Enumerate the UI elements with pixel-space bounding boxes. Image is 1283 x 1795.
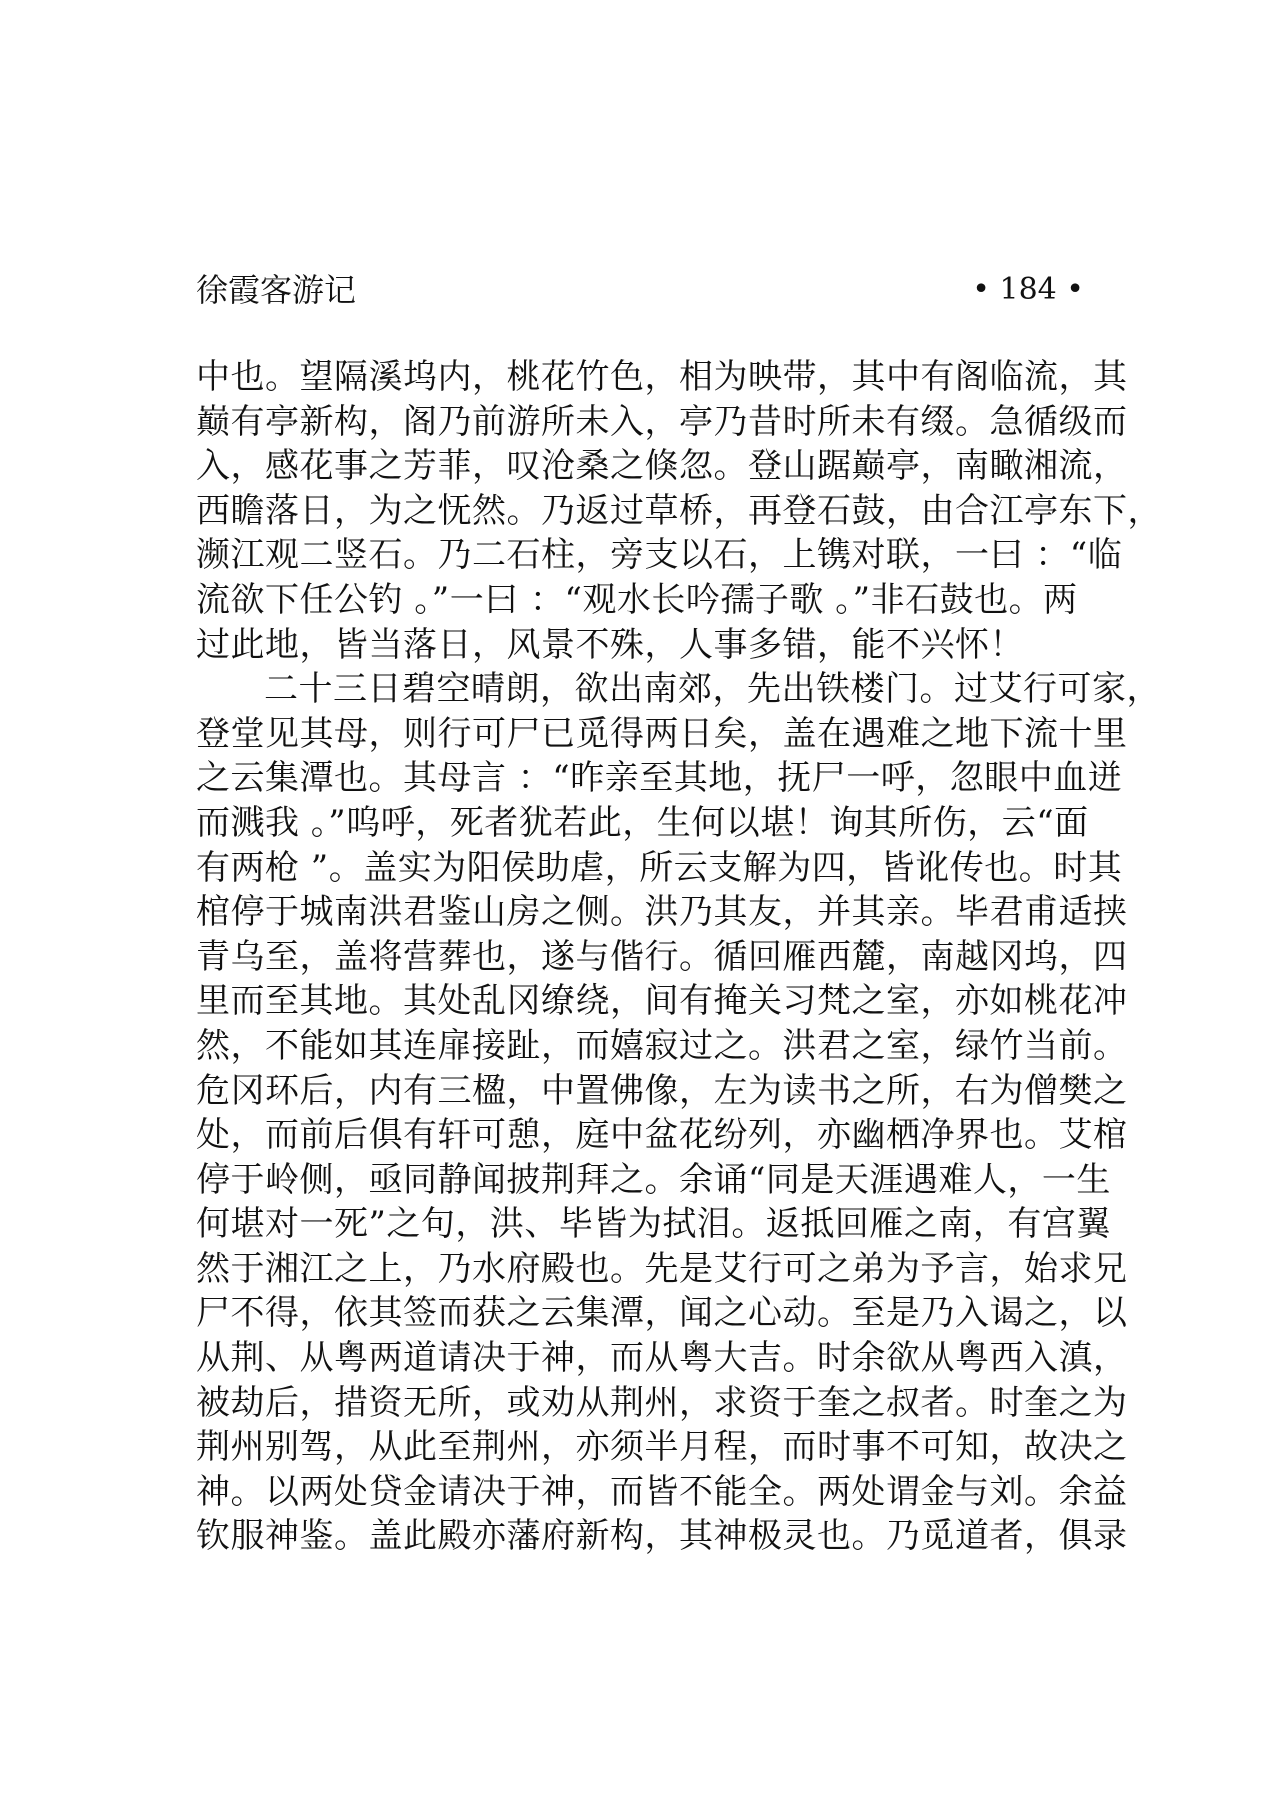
text-line: 而溅我 。”呜呼，死者犹若此，生何以堪！询其所伤，云“面 — [196, 802, 1089, 843]
text-line: 西瞻落日，为之怃然。乃返过草桥，再登石鼓，由合江亭东下， — [196, 490, 1162, 531]
text-line: 棺停于城南洪君鉴山房之侧。洪乃其友，并其亲。毕君甫适挟 — [196, 892, 1128, 933]
text-line: 入，感花事之芳菲，叹沧桑之倏忽。登山踞巅亭，南瞰湘流， — [196, 446, 1128, 487]
text-line: 有两枪 ”。盖实为阳侯助虐，所云支解为四，皆讹传也。时其 — [196, 847, 1123, 888]
text-line: 巅有亭新构，阁乃前游所未入，亭乃昔时所未有缀。急循级而 — [196, 401, 1128, 442]
body-text — [196, 355, 1162, 1559]
page-number: • 184 • — [972, 272, 1084, 307]
text-line: 尸不得，依其签而获之云集潭，闻之心动。至是乃入谒之，以 — [196, 1293, 1128, 1334]
paragraph-start-line: 二十三日碧空晴朗，欲出南郊，先出铁楼门。过艾行可家， — [264, 669, 1161, 710]
running-header — [196, 268, 1084, 312]
text-line: 过此地，皆当落日，风景不殊，人事多错，能不兴怀！ — [196, 624, 1024, 665]
text-line: 登堂见其母，则行可尸已觅得两日矣，盖在遇难之地下流十里 — [196, 713, 1128, 754]
text-line: 从荆、从粤两道请决于神，而从粤大吉。时余欲从粤西入滇， — [196, 1338, 1128, 1379]
text-line: 濒江观二竖石。乃二石柱，旁支以石，上镌对联，一曰 ：“临 — [196, 535, 1123, 576]
text-line: 然，不能如其连扉接趾，而嬉寂过之。洪君之室，绿竹当前。 — [196, 1025, 1128, 1066]
text-line: 然于湘江之上，乃水府殿也。先是艾行可之弟为予言，始求兄 — [196, 1248, 1128, 1289]
book-title: 徐霞客游记 — [196, 271, 357, 309]
text-line: 青乌至，盖将营葬也，遂与偕行。循回雁西麓，南越冈坞，四 — [196, 936, 1128, 977]
text-line: 神。以两处贷金请决于神，而皆不能全。两处谓金与刘。余益 — [196, 1471, 1128, 1512]
text-line: 处，而前后俱有轩可憩，庭中盆花纷列，亦幽栖净界也。艾棺 — [196, 1115, 1128, 1156]
text-line: 之云集潭也。其母言 ：“昨亲至其地，抚尸一呼，忽眼中血迸 — [196, 758, 1123, 799]
text-line: 里而至其地。其处乱冈缭绕，间有掩关习梵之室，亦如桃花冲 — [196, 981, 1128, 1022]
text-line: 危冈环后，内有三楹，中置佛像，左为读书之所，右为僧樊之 — [196, 1070, 1128, 1111]
text-line: 何堪对一死”之句，洪、毕皆为拭泪。返抵回雁之南，有宫翼 — [196, 1204, 1111, 1245]
text-line: 被劫后，措资无所，或劝从荆州，求资于奎之叔者。时奎之为 — [196, 1382, 1128, 1423]
text-line: 流欲下任公钓 。”一曰 ：“观水长吟孺子歌 。”非石鼓也。两 — [196, 579, 1078, 620]
text-line: 荆州别驾，从此至荆州，亦须半月程，而时事不可知，故决之 — [196, 1427, 1128, 1468]
text-line: 钦服神鉴。盖此殿亦藩府新构，其神极灵也。乃觅道者，俱录 — [196, 1516, 1128, 1557]
text-line: 停于岭侧，亟同静闻披荆拜之。余诵“同是天涯遇难人，一生 — [196, 1159, 1111, 1200]
text-line: 中也。望隔溪坞内，桃花竹色，相为映带，其中有阁临流，其 — [196, 357, 1128, 397]
